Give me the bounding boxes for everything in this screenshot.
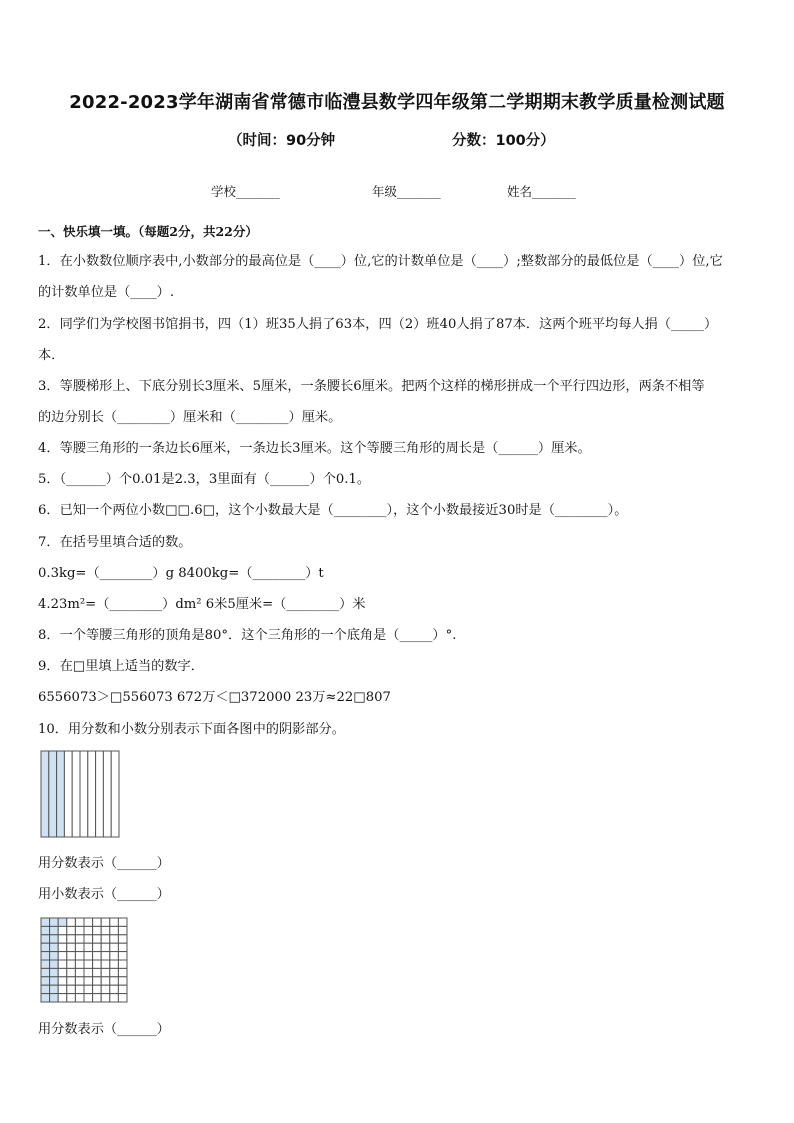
grid-cell [67, 977, 76, 985]
grid-cell [50, 960, 59, 968]
grid-cell [67, 943, 76, 951]
grid-cell [118, 943, 127, 951]
grid-cell [41, 985, 50, 993]
grid-cell [50, 977, 59, 985]
decimal-answer-1: 用小数表示（______） [38, 887, 170, 902]
grid-cell [118, 968, 127, 976]
grid-cell [93, 960, 102, 968]
grid-cell [50, 994, 59, 1002]
grid-cell [84, 985, 93, 993]
exam-time: （时间：90分钟 [228, 133, 336, 149]
grid-cell [101, 926, 110, 934]
grid-cell [110, 935, 119, 943]
grid-cell [41, 968, 50, 976]
grid-cell [75, 985, 84, 993]
question-2-line-2: 本． [38, 348, 65, 363]
name-field[interactable]: 姓名_______ [507, 184, 576, 199]
grid-cell [118, 926, 127, 934]
grid-cell [75, 918, 84, 926]
grid-cell [118, 952, 127, 960]
grid-cell [58, 935, 67, 943]
grid-cell [75, 943, 84, 951]
grid-cell [41, 952, 50, 960]
grid-cell [110, 985, 119, 993]
grid-cell [110, 960, 119, 968]
grid-strip [41, 751, 49, 837]
grid-cell [58, 985, 67, 993]
grid-cell [118, 977, 127, 985]
grid-strip [96, 751, 104, 837]
grid-cell [93, 994, 102, 1002]
grid-cell [50, 943, 59, 951]
grid-cell [118, 918, 127, 926]
grid-cell [50, 952, 59, 960]
grid-cell [93, 935, 102, 943]
question-2-line-1: 2．同学们为学校图书馆捐书，四（1）班35人捐了63本，四（2）班40人捐了87本．这两个班平均每人捐（_____） [38, 317, 718, 332]
grid-cell [84, 977, 93, 985]
grid-cell [58, 926, 67, 934]
grid-cell [93, 952, 102, 960]
question-8: 8．一个等腰三角形的顶角是80°．这个三角形的一个底角是（_____）°. [38, 628, 457, 643]
grid-cell [84, 943, 93, 951]
grid-cell [58, 968, 67, 976]
question-9-row: 6556073＞□556073 672万＜□372000 23万≈22□807 [38, 690, 391, 705]
question-7: 7．在括号里填合适的数。 [38, 535, 192, 550]
grid-cell [84, 968, 93, 976]
question-9: 9．在□里填上适当的数字． [38, 659, 204, 674]
grade-field[interactable]: 年级_______ [372, 184, 441, 199]
grid-cell [75, 960, 84, 968]
grid-cell [110, 943, 119, 951]
fraction-answer-1: 用分数表示（______） [38, 856, 170, 871]
grid-strip [103, 751, 111, 837]
question-6: 6．已知一个两位小数□□.6□，这个小数最大是（________），这个小数最接近30时是（________）。 [38, 503, 628, 518]
grid-cell [67, 968, 76, 976]
question-5: 5．（______）个0.01是2.3，3里面有（______）个0.1。 [38, 472, 371, 487]
question-4: 4．等腰三角形的一条边长6厘米，一条边长3厘米。这个等腰三角形的周长是（______）厘米。 [38, 441, 591, 456]
grid-cell [41, 960, 50, 968]
grid-cell [110, 952, 119, 960]
grid-strip [80, 751, 88, 837]
grid-cell [75, 977, 84, 985]
grid-cell [58, 943, 67, 951]
grid-cell [101, 994, 110, 1002]
fraction-answer-2: 用分数表示（______） [38, 1022, 170, 1037]
grid-cell [118, 994, 127, 1002]
grid-cell [67, 926, 76, 934]
page-title: 2022-2023学年湖南省常德市临澧县数学四年级第二学期期末教学质量检测试题 [69, 92, 725, 113]
question-7-row-2: 4.23m²=（________）dm² 6米5厘米=（________）米 [38, 597, 366, 612]
grid-cell [41, 926, 50, 934]
grid-cell [67, 952, 76, 960]
grid-cell [93, 985, 102, 993]
grid-cell [101, 943, 110, 951]
grid-cell [50, 918, 59, 926]
grid-cell [75, 952, 84, 960]
grid-cell [67, 985, 76, 993]
square-grid-figure [40, 917, 128, 1003]
grid-strip [49, 751, 57, 837]
grid-cell [67, 960, 76, 968]
grid-cell [50, 935, 59, 943]
grid-cell [101, 985, 110, 993]
grid-cell [84, 994, 93, 1002]
grid-cell [84, 918, 93, 926]
grid-cell [118, 935, 127, 943]
grid-cell [50, 985, 59, 993]
grid-cell [75, 935, 84, 943]
grid-cell [101, 968, 110, 976]
grid-cell [58, 977, 67, 985]
grid-cell [41, 935, 50, 943]
grid-cell [101, 935, 110, 943]
grid-cell [67, 918, 76, 926]
grid-strip [72, 751, 80, 837]
grid-strip [64, 751, 72, 837]
grid-cell [118, 985, 127, 993]
grid-cell [93, 977, 102, 985]
grid-cell [84, 926, 93, 934]
grid-cell [84, 952, 93, 960]
grid-cell [101, 952, 110, 960]
grid-cell [67, 935, 76, 943]
grid-cell [58, 952, 67, 960]
grid-cell [58, 960, 67, 968]
question-3-line-1: 3．等腰梯形上、下底分别长3厘米、5厘米，一条腰长6厘米。把两个这样的梯形拼成一个平行四边形，两条不相等 [38, 379, 705, 394]
grid-cell [93, 926, 102, 934]
grid-cell [110, 977, 119, 985]
question-1-line-1: 1．在小数数位顺序表中,小数部分的最高位是（____）位,它的计数单位是（____）;整数部分的最低位是（____）位,它 [38, 254, 723, 269]
grid-cell [50, 926, 59, 934]
grid-cell [110, 994, 119, 1002]
exam-score: 分数：100分） [452, 133, 555, 149]
grid-cell [101, 960, 110, 968]
grid-cell [93, 918, 102, 926]
grid-cell [41, 994, 50, 1002]
question-10: 10．用分数和小数分别表示下面各图中的阴影部分。 [38, 722, 345, 737]
grid-cell [58, 994, 67, 1002]
grid-cell [110, 968, 119, 976]
grid-cell [93, 943, 102, 951]
school-field[interactable]: 学校_______ [211, 184, 280, 199]
grid-cell [75, 994, 84, 1002]
grid-cell [75, 968, 84, 976]
grid-cell [41, 918, 50, 926]
grid-cell [110, 918, 119, 926]
grid-cell [110, 926, 119, 934]
question-1-line-2: 的计数单位是（____）. [38, 285, 175, 300]
question-3-line-2: 的边分别长（________）厘米和（________）厘米。 [38, 410, 342, 425]
grid-cell [101, 918, 110, 926]
grid-strip [111, 751, 119, 837]
grid-cell [58, 918, 67, 926]
grid-cell [41, 943, 50, 951]
grid-cell [75, 926, 84, 934]
strip-grid-figure [40, 750, 120, 838]
grid-strip [57, 751, 65, 837]
grid-cell [50, 968, 59, 976]
grid-cell [84, 960, 93, 968]
grid-cell [93, 968, 102, 976]
grid-strip [88, 751, 96, 837]
question-7-row-1: 0.3kg=（________）g 8400kg=（________）t [38, 566, 324, 581]
grid-cell [41, 977, 50, 985]
grid-cell [101, 977, 110, 985]
section-heading: 一、快乐填一填。（每题2分，共22分） [38, 224, 258, 239]
grid-cell [84, 935, 93, 943]
grid-cell [67, 994, 76, 1002]
grid-cell [118, 960, 127, 968]
